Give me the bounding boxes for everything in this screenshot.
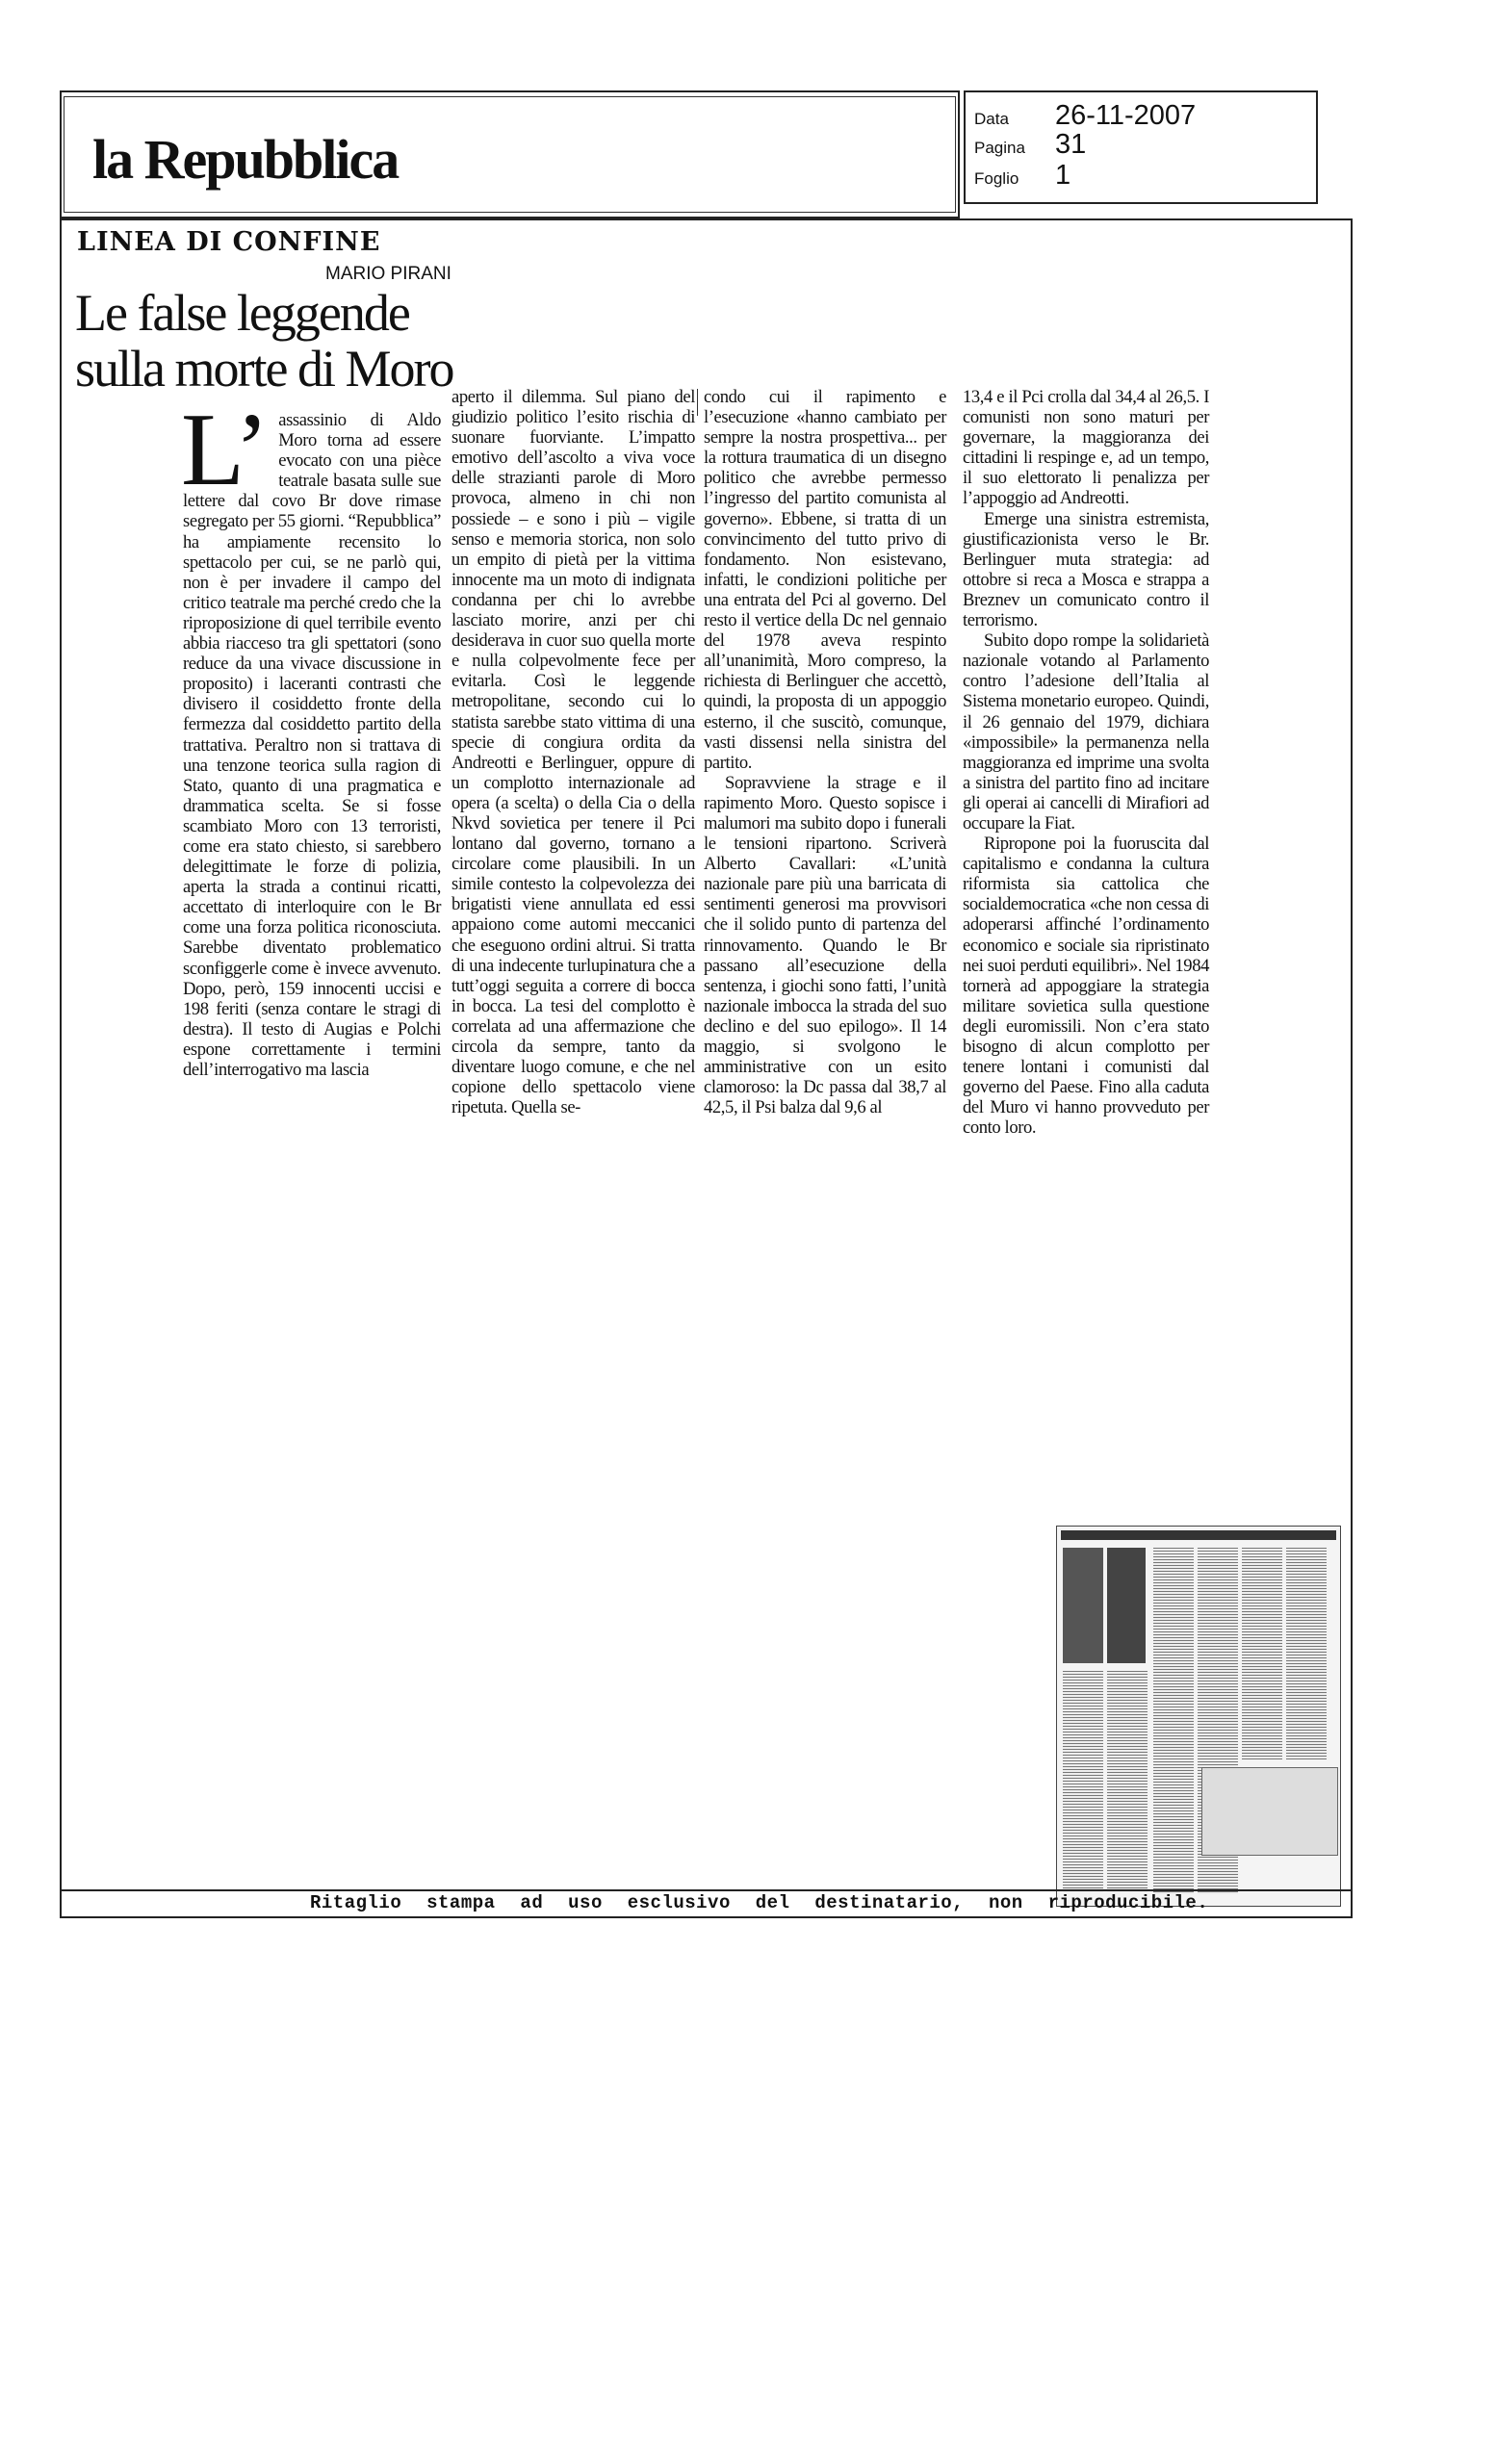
sheet-value: 1 bbox=[1055, 160, 1071, 191]
column-2-paragraph: aperto il dilemma. Sul piano del giudizio politico l’esito rischia di suonare fuorviante. L’impatto emotivo dell’ascolto a viva voce delle strazianti parole di Moro provoca, almeno in chi non possiede – e sono i più – vigile senso e memoria storica, non solo un empito di pietà per la vittima innocente ma un moto di indignata condanna per chi lo avrebbe lasciato morire, anzi per chi desiderava in cuor suo quella morte e nulla colpevolmente fece per evitarla. Così le leggende metropolitane, secondo cui lo statista sarebbe stato vittima di una specie di congiura ordita da Andreotti e Berlinguer, oppure di un complotto internazionale ad opera (a scelta) o della Cia o della Nkvd sovietica per tenere il Pci lontano dal governo, tornano a circolare come plausibili. In un simile contesto la colpevolezza dei brigatisti viene annullata ed essi appaiono come automi meccanici che eseguono ordini altrui. Si tratta di una indecente turlupinatura che a tutt’oggi seguita a correre di bocca in bocca. La tesi del complotto è correlata ad una affermazione che circola da sempre, tanto da diventare luogo comune, e che nel copione dello spettacolo viene ripetuta. Quella se- bbox=[451, 387, 695, 1118]
thumbnail-text-column bbox=[1286, 1548, 1327, 1759]
column-4-paragraph-2: Emerge una sinistra estremista, giustificazionista verso le Br. Berlinguer muta strategia: ad ottobre si reca a Mosca e strappa a Breznev un comunicato contro il terrorismo. bbox=[963, 508, 1209, 631]
footer-disclaimer: Ritaglio stampa ad uso esclusivo del destinatario, non riproducibile. bbox=[310, 1892, 1209, 1913]
page-label: Pagina bbox=[974, 139, 1025, 157]
headline-line-2: sulla morte di Moro bbox=[75, 340, 453, 398]
newspaper-masthead: la Repubblica bbox=[92, 128, 399, 191]
sheet-label: Foglio bbox=[974, 169, 1019, 188]
thumbnail-photo-1 bbox=[1063, 1548, 1103, 1663]
column-3-paragraph-1: condo cui il rapimento e l’esecuzione «hanno cambiato per sempre la nostra prospettiva... per la rottura traumatica di un disegno politico che avrebbe permesso l’ingresso del partito comunista al governo». Ebbene, si tratta di un convincimento del tutto privo di fondamento. Non esistevano, infatti, le condizioni politiche per una entrata del Pci al governo. Del resto il vertice della Dc nel gennaio del 1978 aveva respinto all’unanimità, Moro compreso, la richiesta di Berlinguer che accettò, quindi, la proposta di un appoggio esterno, il che suscitò, comunque, vasti dissensi nella sinistra del partito. bbox=[704, 387, 946, 773]
thumbnail-text-column bbox=[1242, 1548, 1282, 1759]
drop-cap: L’ bbox=[181, 393, 270, 507]
article-author: MARIO PIRANI bbox=[325, 264, 451, 284]
article-column-1 bbox=[181, 393, 441, 1080]
info-row-date bbox=[974, 100, 1196, 132]
thumbnail-photo-2 bbox=[1107, 1548, 1146, 1663]
page-thumbnail-image bbox=[1056, 1526, 1341, 1907]
thumbnail-text-column bbox=[1153, 1548, 1194, 1894]
info-row-page bbox=[974, 129, 1086, 161]
thumbnail-advert bbox=[1201, 1767, 1338, 1856]
headline-line-1: Le false leggende bbox=[75, 284, 409, 342]
article-column-2 bbox=[451, 387, 695, 1117]
column-4-paragraph-4: Ripropone poi la fuoruscita dal capitalismo e condanna la cultura riformista sia cattolica che socialdemocratica «che non cessa di adoperarsi affinché l’ordinamento economico e sociale sia ripristinato nei suoi perduti equilibri». Nel 1984 tornerà ad appoggiare la strategia militare sovietica sulla questione degli euromissili. Non c’era stato bisogno di alcun complotto per tenere lontani i comunisti dal governo del Paese. Fino alla caduta del Muro vi hanno provveduto per conto loro. bbox=[963, 834, 1209, 1139]
thumbnail-header-bar bbox=[1061, 1530, 1336, 1540]
column-3-paragraph-2: Sopravviene la strage e il rapimento Moro. Questo sopisce i malumori ma subito dopo i funerali le tensioni ripartono. Scriverà Alberto Cavallari: «L’unità nazionale pare più una barricata di sentimenti generosi ma provvisori che il solido punto di partenza del rinnovamento. Quando le Br passano all’esecuzione della sentenza, i giochi sono fatti, l’unità nazionale imbocca la strada del suo declino e del suo epilogo». Il 14 maggio, si svolgono le amministrative con un esito clamoroso: la Dc passa dal 38,7 al 42,5, il Psi balza dal 9,6 al bbox=[704, 772, 946, 1118]
article-headline bbox=[75, 285, 479, 397]
column-divider bbox=[697, 389, 698, 416]
thumbnail-text-column bbox=[1063, 1671, 1103, 1892]
column-4-paragraph-1: 13,4 e il Pci crolla dal 34,4 al 26,5. I comunisti non sono maturi per governare, la maggioranza dei cittadini li respinge e, ad un tempo, il suo elettorato li penalizza per l’appoggio ad Andreotti. bbox=[963, 387, 1209, 509]
date-value: 26-11-2007 bbox=[1055, 100, 1197, 131]
thumbnail-text-column bbox=[1107, 1671, 1148, 1892]
column-4-paragraph-3: Subito dopo rompe la solidarietà nazionale votando al Parlamento contro l’adesione dell’Italia al Sistema monetario europeo. Quindi, il 26 gennaio del 1979, dichiara «impossibile» la permanenza nella maggioranza ed imprime una svolta a sinistra del partito fino ad incitare gli operai ai cancelli di Mirafiori ad occupare la Fiat. bbox=[963, 630, 1209, 834]
info-row-sheet bbox=[974, 160, 1070, 192]
article-column-4 bbox=[963, 387, 1209, 1138]
page-value: 31 bbox=[1055, 129, 1087, 160]
date-label: Data bbox=[974, 110, 1009, 128]
column-1-paragraph: assassinio di Aldo Moro torna ad essere evocato con una pièce teatrale basata sulle sue lettere dal covo Br dove rimase segregato per 55 giorni. “Repubblica” ha ampiamente recensito lo spettacolo per cui, se ne parlò qui, non è per invadere il campo del critico teatrale ma perché credo che la riproposizione di quel terribile evento abbia riacceso tra gli spettatori (sono reduce da una vivace discussione in proposito) i laceranti contrasti che divisero il cosiddetto fronte della fermezza dal cosiddetto partito della trattativa. Peraltro non si trattava di una tenzone teorica sulla ragion di Stato, quanto di una pragmatica e drammatica scelta. Se si fosse scambiato Moro con 13 terroristi, come era stato chiesto, si sarebbero delegittimate le forze di polizia, aperta la strada a continui ricatti, accettato di interloquire con le Br come una forza politica riconosciuta. Sarebbe diventato problematico sconfiggerle come è invece avvenuto. Dopo, però, 159 innocenti uccisi e 198 feriti (senza contare le stragi di destra). Il testo di Augias e Polchi espone correttamente i termini dell’interrogativo ma lascia bbox=[183, 410, 441, 1080]
article-column-3 bbox=[704, 387, 946, 1117]
article-kicker: LINEA DI CONFINE bbox=[77, 227, 381, 257]
